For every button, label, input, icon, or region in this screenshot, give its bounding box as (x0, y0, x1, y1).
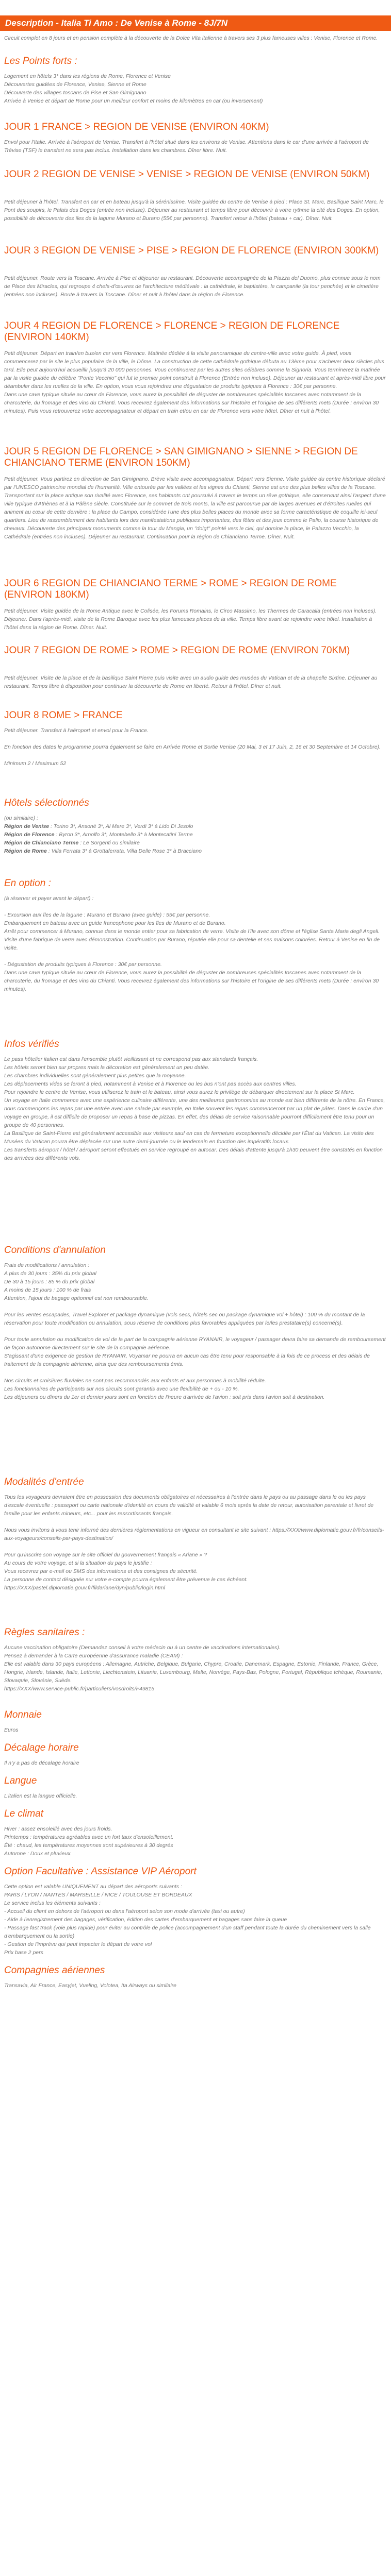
points-forts-item: Arrivée à Venise et départ de Rome pour un meilleur confort et moins de kilomètres en car (ou inversement) (4, 98, 263, 104)
description-title-bar (0, 15, 391, 31)
day-8-heading: JOUR 8 ROME > FRANCE (4, 710, 123, 721)
day-3-heading: JOUR 3 REGION DE VENISE > PISE > REGION DE FLORENCE (ENVIRON 300KM) (4, 245, 379, 256)
decalage-heading: Décalage horaire (4, 1742, 79, 1753)
day-1-text: Envol pour l'Italie. Arrivée à l'aéroport de Venise. Transfert à l'hôtel situé dans les environs de Venise. Attentions dans le car d'une arrivée à l'aéroport de Trévise (TSF) le transfert ne sera pas inclus. Installation dans les chambres. Dîner libre. Nuit. (4, 139, 369, 154)
climat-text: Hiver : assez ensoleillé avec des jours froids. Printemps : températures agréables avec un fort taux d'ensoleillement. Été : chaud, les températures moyennes sont supérieures à 30 degrés Automne : Doux et pluvieux. (4, 1826, 174, 1857)
conditions-heading: Conditions d'annulation (4, 1245, 106, 1256)
day-6-text: Petit déjeuner. Visite guidée de la Rome Antique avec le Colisée, les Forums Romains, le Circo Massimo, les Thermes de Caracalla (entrées non incluses). Déjeuner. Dans l'après-midi, visite de la Rome Baroque avec les plus fameuses places de la ville. Temps libre avant de rejoindre votre hôtel. Installation à l'hôtel dans la région de Rome. Dîner. Nuit. (4, 608, 377, 631)
assistance-heading: Option Facultative : Assistance VIP Aéroport (4, 1866, 197, 1877)
infos-heading: Infos vérifiés (4, 1039, 59, 1049)
modalites-heading: Modalités d'entrée (4, 1477, 84, 1487)
hotels-item: Région de Venise : Torino 3*, Ansonè 3*, Al Mare 3*, Verdi 3* à Lido Di Jesolo (4, 823, 193, 829)
monnaie-text: Euros (4, 1727, 19, 1733)
day-5-heading: JOUR 5 REGION DE FLORENCE > SAN GIMIGNANO > SIENNE > REGION DE CHIANCIANO TERME (ENVIRON 150KM) (4, 446, 358, 468)
day-7-heading: JOUR 7 REGION DE ROME > ROME > REGION DE ROME (ENVIRON 70KM) (4, 645, 350, 656)
sanitaires-text: Aucune vaccination obligatoire (Demandez conseil à votre médecin ou à un centre de vaccinations internationales). Pensez à demander à la Carte européenne d'assurance maladie (CEAM) : Elle est valable dans 30 pays européens : Allemagne, Autriche, Belgique, Bulgarie, Chypre, Croatie, Danemark, Espagne, Estonie, Finlande, France, Grèce, Hongrie, Irlande, Islande, Italie, Lettonie, Liechtenstein, Lituanie, Luxembourg, Malte, Norvège, Pays-Bas, Pologne, Portugal, République tchèque, Roumanie, Slovaquie, Slovénie, Suède. https://XXX/www.service-public.fr/particuliers/vosdroits/F49815 (4, 1645, 383, 1692)
points-forts-item: Découverte des villages toscans de Pise et San Gimignano (4, 90, 146, 96)
decalage-text: Il n'y a pas de décalage horaire (4, 1760, 79, 1766)
page-title: Description - Italia Ti Amo : De Venise à Rome - 8J/7N (5, 18, 228, 28)
assistance-text: Cette option est valable UNIQUEMENT au départ des aéroports suivants : PARIS / LYON / NANTES / MARSEILLE / NICE / TOULOUSE ET BORDEAUX Le service inclus les éléments suivants : - Accueil du client en dehors de l'aéroport ou dans l'aéroport selon son mode d'arrivée (taxi ou autre) - Aide à l'enregistrement des bagages, vérification, édition des cartes d'embarquement et bagages sans faire la queue - Passage fast track (voie plus rapide) pour éviter au contrôle de police (accompagnement d'un staff pendant toute la durée du cheminement vers la salle d'embarquement ou la sortie) - Gestion de l'imprévu qui peut impacter le départ de votre vol Prix base 2 pers (4, 1884, 371, 1956)
langue-text: L'italien est la langue officielle. (4, 1793, 77, 1799)
day-7-text: Petit déjeuner. Visite de la place et de la basilique Saint Pierre puis visite avec un audio guide des musées du Vatican et de la chapelle Sixtine. Déjeuner au restaurant. Temps libre à disposition pour continuer la découverte de Rome en liberté. Retour à l'hôtel. Dîner et nuit. (4, 675, 378, 689)
hotels-heading: Hôtels sélectionnés (4, 798, 89, 808)
points-forts-item: Logement en hôtels 3* dans les régions de Rome, Florence et Venise (4, 73, 171, 79)
hotels-item: Région de Chianciano Terme : Le Sorgenti ou similaire (4, 840, 140, 846)
intro-text: Circuit complet en 8 jours et en pension complète à la découverte de la Dolce Vita italienne à travers ses 3 plus fameuses villes : Venise, Florence et Rome. (4, 35, 378, 41)
conditions-text: Frais de modifications / annulation : A plus de 30 jours : 35% du prix global De 30 à 15 jours : 85 % du prix global A moins de 15 jours : 100 % de frais Attention, l'ajout de bagage optionnel est non remboursable. Pour les ventes escapades, Travel Explorer et package dynamique (vols secs, hôtels sec ou package dynamique vol + hôtel) : 100 % du montant de la réservation pour toute modification ou annulation, sous réserve de conditions plus favorables appliquées par le/les prestataire(s) concerné(s). Pour toute annulation ou modification de vol de la part de la compagnie aérienne RYANAIR, le voyageur / passager devra faire sa demande de remboursement de façon autonome directement sur le site de la compagnie aérienne. S'agissant d'une exigence de gestion de RYANAIR, Voyamar ne pourra en aucun cas être tenu pour responsable à la fois de ce process et des délais de traitement de la compagnie aérienne, ainsi que des remboursements émis. Nos circuits et croisières fluviales ne sont pas recommandés aux enfants et aux personnes à mobilité réduite. Les fonctionnaires de participants sur nos circuits sont garantis avec une flexibilité de + ou - 10 %. Les déjeuners ou dîners du 1er et dernier jours sont en fonction de l'heure d'arrivée de l'avion : soit pris dans l'avion soit à destination. (4, 1262, 386, 1400)
day-4-heading: JOUR 4 REGION DE FLORENCE > FLORENCE > REGION DE FLORENCE (ENVIRON 140KM) (4, 320, 340, 343)
infos-text: Le pass hôtelier italien est dans l'ensemble plutôt vieillissant et ne correspond pas aux standards français. Les hôtels seront bien sur propres mais la décoration est généralement un peu datée. Les chambres individuelles sont généralement plus petites que la moyenne. Les déplacements vides se feront à pied, notamment à Venise et à Florence ou les bus n'ont pas accès aux centres villes. Pour rejoindre le centre de Venise, vous utiliserez le train et le bateau, ainsi vous aurez le privilège de débarquer directement sur la place St Marc. Un voyage en Italie commence avec une expérience culinaire différente, une des meilleures gastronomies au monde est bien différente de la nôtre. En France, nous commençons les repas par une entrée avec une salade par exemple, en Italie souvent les repas commenceront par un plat de pâtes. Dans le cadre d'un voyage en groupe, il est difficile de proposer un repas à base de pizzas. En effet, des délais de service raisonnable pourront difficilement être tenu pour un groupe de 40 personnes. La Basilique de Saint-Pierre est généralement accessible aux visiteurs sauf en cas de fermeture exceptionnelle décidée par l'État du Vatican. La visite des Musées du Vatican pourra être déplacée sur une autre demi-journée ou le lendemain en fonction des impératifs locaux. Les transferts aéroport / hôtel / aéroport seront effectués en service regroupé en autocar. Des délais d'attente jusqu'à 1h30 peuvent être constatés en fonction des arrivées des différents vols. (4, 1056, 385, 1161)
day-2-text: Petit déjeuner à l'hôtel. Transfert en car et en bateau jusqu'à la sérénissime. Visite guidée du centre de Venise à pied : Place St. Marc, Basilique Saint Marc, le Pont des soupirs, le Palais des Doges (entrée non incluse). Déjeuner au restaurant et temps libre pour découvrir à votre rythme la cité des Doges. En option, possibilité de découverte des îles de la lagune Murano et Burano (55€ par personne). Transfert retour à l'hôtel (bateau + car). Dîner. Nuit. (4, 199, 384, 222)
compagnies-text: Transavia, Air France, Easyjet, Vueling, Volotea, Ita Airways ou similaire (4, 1982, 177, 1989)
monnaie-heading: Monnaie (4, 1709, 42, 1720)
day-6-heading: JOUR 6 REGION DE CHIANCIANO TERME > ROME > REGION DE ROME (ENVIRON 180KM) (4, 578, 337, 600)
hotels-item: (ou similaire) : (4, 815, 38, 821)
compagnies-heading: Compagnies aériennes (4, 1965, 105, 1976)
points-forts-heading: Les Points forts : (4, 56, 77, 66)
day-4-text: Petit déjeuner. Départ en train/en bus/en car vers Florence. Matinée dédiée à la visite panoramique du centre-ville avec votre guide. À pied, vous commencerez par le site le plus populaire de la ville, le Dôme. La construction de cette cathédrale gothique débuta au 13ème pour s'achever deux siècles plus tard. Elle peut aujourd'hui accueillir jusqu'à 20 000 personnes. Vous continuerez par les autres sites célèbres comme la Signoria. Vous terminerez la matinée par la visite guidée du célèbre "Ponte Vecchio" qui fut le premier point construit à Florence (Entrée non incluse). Déjeuner au restaurant et après-midi libre pour déambuler dans les ruelles de la ville. En option, vous vous rejoindrez une dégustation de produits typiques à Florence : 30€ par personne. Dans une cave typique située au cœur de Florence, vous aurez la possibilité de déguster de nombreuses spécialités toscanes avec notamment de la charcuterie, du fromage et des vins du Chianti. Vous recevrez également des informations sur l'histoire et l'origine de ses différents mets (Durée : environ 30 minutes). Puis vous retrouverez votre accompagnateur et départ en train et/ou en car de Florence vers votre hôtel. Dîner et nuit à l'hôtel. (4, 350, 386, 414)
option-heading: En option : (4, 878, 51, 889)
day-8-text: Petit déjeuner. Transfert à l'aéroport et envol pour la France. En fonction des dates le programme pourra également se faire en Arrivée Rome et Sortie Venise (20 Mai, 3 et 17 Juin, 2, 16 et 30 Septembre et 14 Octobre). Minimum 2 / Maximum 52 (4, 727, 381, 767)
climat-heading: Le climat (4, 1808, 44, 1819)
hotels-item: Région de Rome : Villa Ferrata 3* à Grottaferrata, Villa Delle Rose 3* à Bracciano (4, 848, 202, 854)
points-forts-list (4, 72, 386, 105)
points-forts-item: Découvertes guidées de Florence, Venise, Sienne et Rome (4, 81, 146, 88)
day-2-heading: JOUR 2 REGION DE VENISE > VENISE > REGION DE VENISE (ENVIRON 50KM) (4, 169, 370, 180)
day-3-text: Petit déjeuner. Route vers la Toscane. Arrivée à Pise et déjeuner au restaurant. Découverte accompagnée de la Piazza del Duomo, plus connue sous le nom de Place des Miracles, qui regroupe 4 chefs-d'œuvres de l'architecture médiévale : la cathédrale, le baptistère, le campanile (la tour penchée) et le cimetière (entrées non incluses). Route à travers la Toscane. Dîner et nuit à l'hôtel dans la région de Florence. (4, 275, 381, 298)
langue-heading: Langue (4, 1775, 37, 1786)
day-1-heading: JOUR 1 FRANCE > REGION DE VENISE (ENVIRON 40KM) (4, 122, 269, 132)
sanitaires-heading: Règles sanitaires : (4, 1627, 85, 1638)
hotels-item: Région de Florence : Byron 3*, Arnolfo 3*, Montebello 3* à Montecatini Terme (4, 832, 193, 838)
option-text: (à réserver et payer avant le départ) : - Excursion aux îles de la lagune : Murano et Burano (avec guide) : 55€ par personne. Embarquement en bateau avec un guide francophone pour les îles de Murano et de Burano. Arrêt pour commencer à Murano, connue dans le monde entier pour sa fabrication de verre. Visite de l'île avec son dôme et l'église Santa Maria degli Angeli. Visite d'une fabrique de verre avec démonstration. Continuation par Burano, réputée elle pour sa dentelle et ses maisons colorées. Retour à Venise en fin de visite. - Dégustation de produits typiques à Florence : 30€ par personne. Dans une cave typique située au cœur de Florence, vous aurez la possibilité de déguster de nombreuses spécialités toscanes avec notamment de la charcuterie, du fromage et des vins du Chianti. Vous recevrez également des informations sur l'histoire et l'origine de ses différents mets (Durée : environ 30 minutes). (4, 895, 380, 992)
day-5-text: Petit déjeuner. Vous partirez en direction de San Gimignano. Brève visite avec accompagnateur. Départ vers Sienne. Visite guidée du centre historique déclaré par l'UNESCO patrimoine mondial de l'humanité. Ville entourée par les vallées et les vignes du Chianti, Sienne est une des plus belles villes de la Toscane. Transportant sur la place antique son rivalité avec Florence, ses habitants ont poursuivi à travers le temps un rêve gothique, elle conservant ainsi l'aspect d'une ville typique d'Athènes et à la Pâlène siècle. Constituée sur le sommet de trois monts, la ville est parcourue par de larges avenues et d'étroites ruelles qui animent au cœur de cette dernière : la place du Campo, considérée l'une des plus belles places du monde avec sa forme caractéristique de coquille ici-seul quartiers. Lieu de rassemblement des habitants lors des manifestations publiques importantes, des fêtes et des jeux comme le Palio, la course historique de chevaux. Découverte des principaux monuments comme la tour du Mangia, un "doigt" pointé vers le ciel, qui domine la place, le Palazzo Vecchio, la Cathédrale (entrées non incluses). Déjeuner au restaurant. Continuation pour la région de Chianciano Terme. Dîner. Nuit. (4, 476, 386, 540)
hotels-list (4, 814, 386, 855)
modalites-text: Tous les voyageurs devraient être en possession des documents obligatoires et nécessaires à l'entrée dans le pays ou au passage dans le ou les pays d'escale éventuelle : passeport ou carte nationale d'identité en cours de validité et valable 6 mois après la date de retour, autorisation parentale et livret de famille pour les enfants mineurs, etc... pour les ressortissants français. Nous vous invitons à vous tenir informé des dernières réglementations en vigueur en consultant le site suivant : https://XXX/www.diplomatie.gouv.fr/fr/conseils-aux-voyageurs/conseils-par-pays-destination/ Pour qu'inscrire son voyage sur le site officiel du gouvernement français « Ariane » ? Au cours de votre voyage, et si la situation du pays le justifie : Vous recevrez par e-mail ou SMS des informations et des consignes de sécurité. La personne de contact désignée sur votre e-compte pourra également être prévenue le cas échéant. https://XXX/pastel.diplomatie.gouv.fr/fildariane/dyn/public/login.html (4, 1494, 384, 1591)
